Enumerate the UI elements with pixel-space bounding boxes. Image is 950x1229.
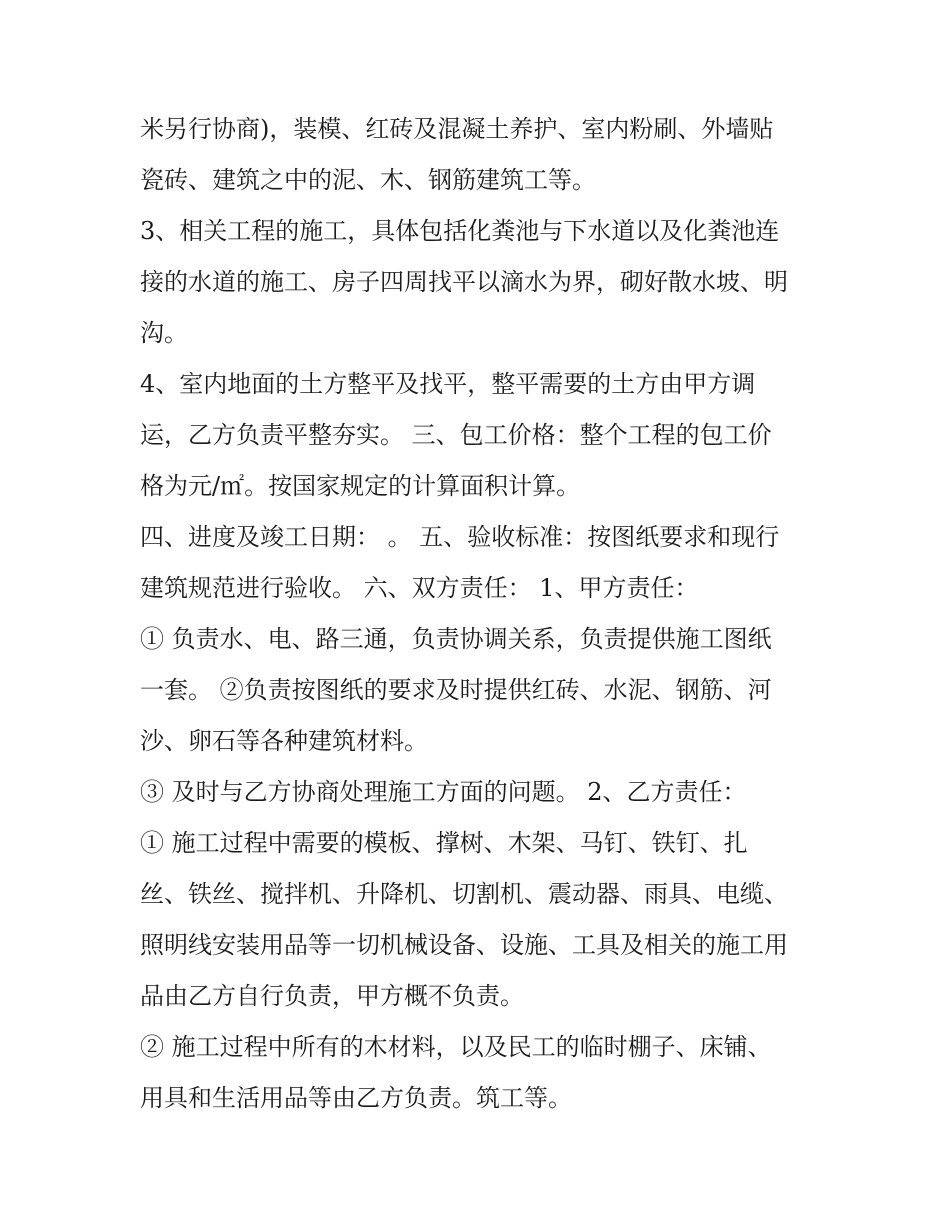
text-line: 品由乙方自行负责，甲方概不负责。 [140,982,524,1010]
text-line: 建筑规范进行验收。 六、双方责任： 1、甲方责任： [140,574,699,602]
text-line: ① 负责水、电、路三通，负责协调关系，负责提供施工图纸 [140,625,772,653]
text-line: 一套。 ②负责按图纸的要求及时提供红砖、水泥、钢筋、河 [140,676,772,704]
text-line: 米另行协商)，装模、红砖及混凝土养护、室内粉刷、外墙贴 [140,115,774,143]
text-line: 3、相关工程的施工，具体包括化粪池与下水道以及化粪池连 [140,217,780,245]
text-line: 4、室内地面的土方整平及找平，整平需要的土方由甲方调 [140,370,756,398]
text-line: 瓷砖、建筑之中的泥、木、钢筋建筑工等。 [140,166,596,194]
text-line: 运，乙方负责平整夯实。 三、包工价格：整个工程的包工价 [140,421,772,449]
text-line: 四、进度及竣工日期： 。 五、验收标准：按图纸要求和现行 [140,523,780,551]
text-line: 丝、铁丝、搅拌机、升降机、切割机、震动器、雨具、电缆、 [140,880,788,908]
text-line: 照明线安装用品等一切机械设备、设施、工具及相关的施工用 [140,931,788,959]
text-line: 沙、卵石等各种建筑材料。 [140,727,428,755]
text-line: ② 施工过程中所有的木材料，以及民工的临时棚子、床铺、 [140,1033,772,1061]
text-line: 格为元/㎡。按国家规定的计算面积计算。 [140,472,581,500]
text-line: 沟。 [140,319,188,347]
document-body [140,104,820,1124]
text-line: 用具和生活用品等由乙方负责。筑工等。 [140,1084,572,1112]
text-line: 接的水道的施工、房子四周找平以滴水为界，砌好散水坡、明 [140,268,788,296]
text-line: ① 施工过程中需要的模板、撑树、木架、马钉、铁钉、扎 [140,829,748,857]
text-line: ③ 及时与乙方协商处理施工方面的问题。 2、乙方责任： [140,778,747,806]
